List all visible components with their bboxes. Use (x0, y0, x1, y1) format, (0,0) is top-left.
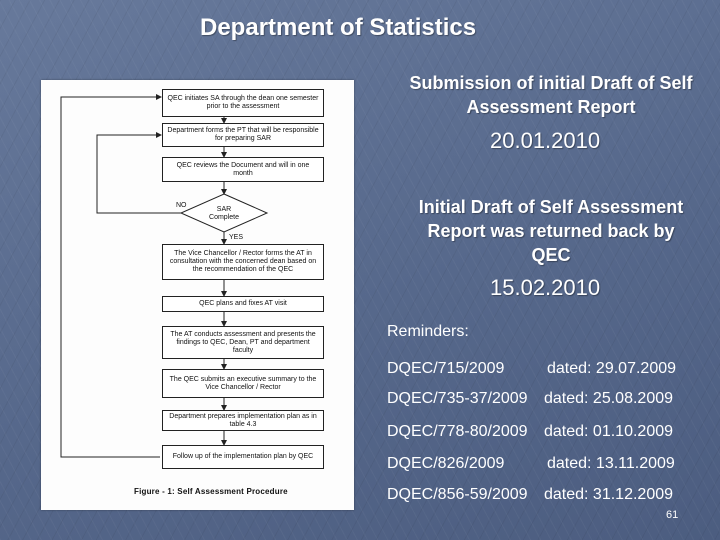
flow-step-5: QEC plans and fixes AT visit (162, 296, 324, 312)
returned-heading (386, 195, 716, 267)
page-number: 61 (666, 509, 679, 521)
flowchart-figure (41, 80, 354, 510)
reminder-date: dated: 29.07.2009 (547, 360, 677, 377)
reminder-date: dated: 25.08.2009 (544, 390, 674, 407)
flow-step-3: QEC reviews the Document and will in one month (162, 157, 324, 182)
reminder-ref: DQEC/778-80/2009 (387, 423, 528, 440)
decision-no-label: NO (176, 202, 187, 209)
returned-heading-line1: Initial Draft of Self Assessment (418, 197, 684, 217)
flow-step-7: The QEC submits an executive summary to the Vice Chancellor / Rector (162, 369, 324, 398)
flow-step-8: Department prepares implementation plan as in table 4.3 (162, 410, 324, 431)
reminder-ref: DQEC/826/2009 (387, 455, 505, 472)
flow-step-6: The AT conducts assessment and presents the findings to QEC, Dean, PT and department faculty (162, 326, 324, 359)
flow-step-4: The Vice Chancellor / Rector forms the AT in consultation with the concerned dean based on the recommendation of the QEC (162, 244, 324, 280)
flow-step-2: Department forms the PT that will be responsible for preparing SAR (162, 123, 324, 147)
decision-yes-label: YES (229, 234, 244, 241)
reminder-date: dated: 13.11.2009 (547, 455, 675, 472)
flow-step-1: QEC initiates SA through the dean one semester prior to the assessment (162, 89, 324, 117)
page-title: Department of Statistics (200, 14, 477, 41)
figure-caption: Figure - 1: Self Assessment Procedure (134, 487, 288, 496)
returned-date: 15.02.2010 (490, 275, 601, 300)
reminder-date: dated: 31.12.2009 (544, 486, 674, 503)
reminders-label: Reminders: (387, 323, 469, 340)
decision-label: SAR Complete (209, 206, 239, 221)
flow-step-9: Follow up of the implementation plan by QEC (162, 445, 324, 469)
reminder-ref: DQEC/735-37/2009 (387, 390, 528, 407)
reminder-item (387, 455, 675, 473)
submission-heading (386, 71, 716, 119)
reminder-ref: DQEC/715/2009 (387, 360, 505, 377)
reminder-item (387, 360, 676, 378)
reminder-ref: DQEC/856-59/2009 (387, 486, 528, 503)
returned-heading-line2: Report was returned back by (427, 221, 675, 241)
reminder-item (387, 486, 673, 504)
returned-heading-line3: QEC (531, 245, 571, 265)
submission-heading-line2: Assessment Report (466, 97, 636, 117)
reminder-date: dated: 01.10.2009 (544, 423, 674, 440)
reminder-item (387, 390, 673, 408)
submission-heading-line1: Submission of initial Draft of Self (409, 73, 693, 93)
submission-date: 20.01.2010 (490, 128, 601, 153)
reminder-item (387, 423, 673, 441)
